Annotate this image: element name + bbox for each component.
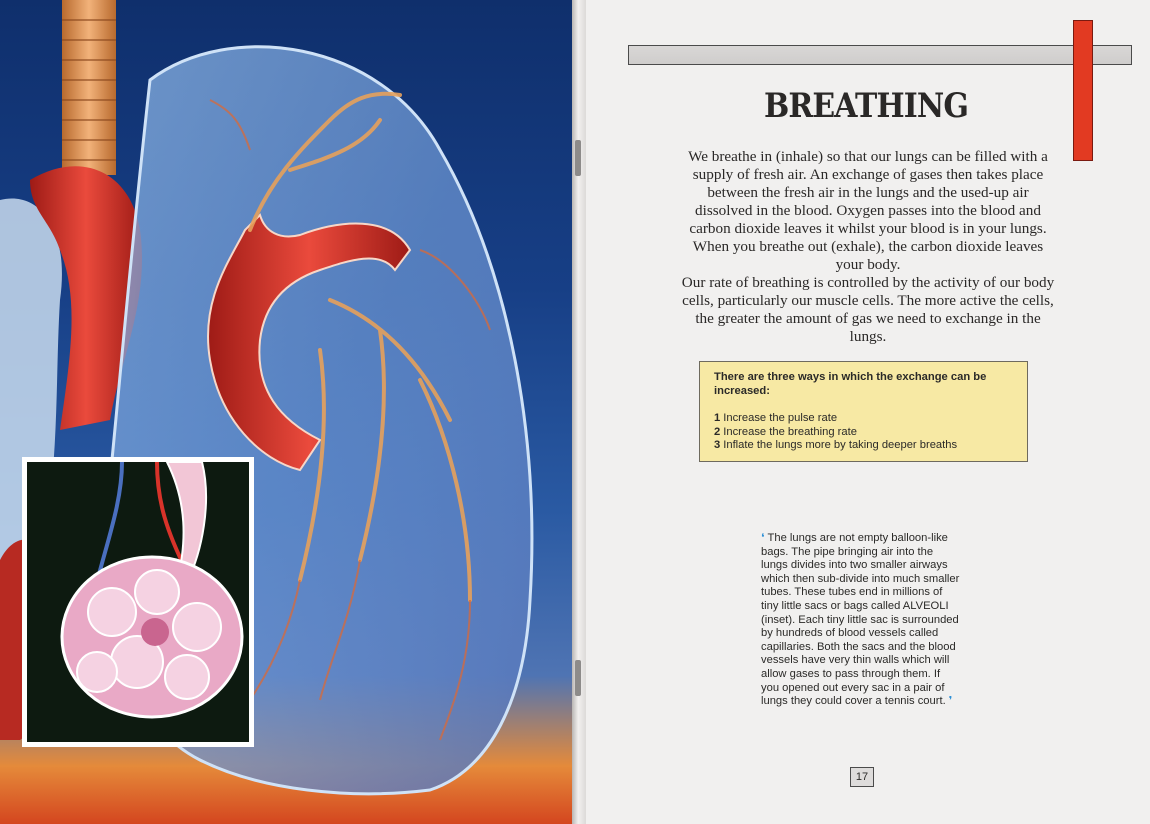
staple <box>575 660 581 696</box>
page-number: 17 <box>850 767 874 787</box>
body-paragraph: Our rate of breathing is controlled by the activity of our body cells, particularly our muscle cells. The more active the cells, the greater the amount of gas we need to exchange in the lungs. <box>681 274 1055 345</box>
info-box <box>699 361 1028 462</box>
info-box-list <box>714 412 1017 453</box>
book-spine <box>572 0 586 824</box>
illustration-caption <box>761 532 961 709</box>
header-bar <box>628 45 1132 65</box>
alveoli-illustration <box>27 462 249 742</box>
item-number: 2 <box>714 425 721 438</box>
staple <box>575 140 581 176</box>
item-text: Increase the pulse rate <box>723 412 838 424</box>
info-box-heading: There are three ways in which the exchange can be increased: <box>714 371 987 397</box>
item-text: Inflate the lungs more by taking deeper breaths <box>723 439 958 451</box>
drop-open-icon: ❛ <box>761 532 765 544</box>
body-paragraph: We breathe in (inhale) so that our lungs can be filled with a supply of fresh air. An exchange of gases then takes place between the fresh air in the lungs and the used-up air dissolved in the blood. Oxygen passes into the blood and carbon dioxide leaves it whilst your blood is in your lungs. When you breathe out (exhale), the carbon dioxide leaves your body. <box>688 148 1048 273</box>
page-title: BREATHING <box>763 86 969 126</box>
list-item <box>714 412 1017 426</box>
text-page <box>586 0 1150 824</box>
drop-close-icon: ❜ <box>948 695 953 708</box>
list-item <box>714 439 1017 453</box>
alveoli-inset <box>22 457 254 747</box>
item-number: 1 <box>714 412 721 424</box>
item-number: 3 <box>714 439 721 451</box>
body-text <box>678 148 1058 346</box>
item-text: Increase the breathing rate <box>723 425 857 438</box>
caption-text: The lungs are not empty balloon-like bags. The pipe bringing air into the lungs divides into two smaller airways which then sub-divide into much smaller tubes. These tubes end in millions of tiny little sacs or bags called ALVEOLI (inset). Each tiny little sac is surrounded by hundreds of blood vessels called capillaries. Both the sacs and the blood vessels have very thin walls which will allow gases to pass through them. If you opened out every sac in a pair of lungs they could cover a tennis court. <box>761 532 960 708</box>
list-item <box>714 426 1017 440</box>
trachea <box>62 0 116 175</box>
